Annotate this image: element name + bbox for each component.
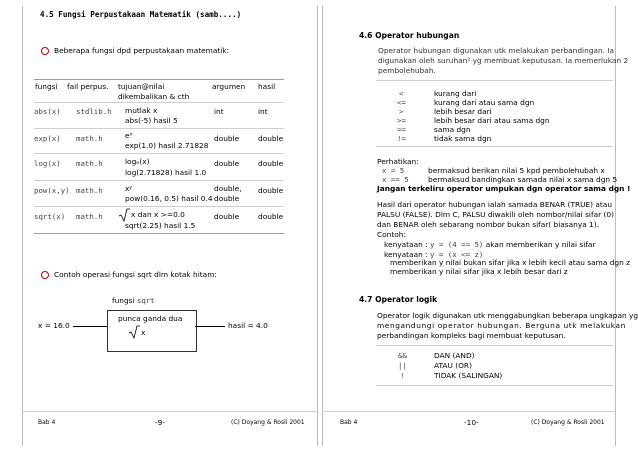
logic-intro-line: perbandingan kompleks bagi membuat keputusan.: [377, 331, 566, 340]
example-code: y = (x <= z): [429, 250, 484, 259]
table-header-tujuan: tujuan@nilai dikembalikan & cth: [118, 82, 190, 101]
blackbox-label-code: sqrt: [136, 296, 155, 305]
cell-arg: double: [214, 212, 240, 221]
left-right-edge-line: [317, 6, 318, 446]
blackbox-label: [112, 296, 155, 306]
operator-symbol: <=: [397, 98, 406, 107]
square-root-icon: [128, 325, 140, 339]
result-line: Hasil dari operator hubungan ialah samada BENAR (TRUE) atau: [377, 200, 613, 209]
cell-example: sqrt(2.25) hasil 1.5: [125, 221, 196, 230]
ops-table-top-rule: [376, 80, 613, 81]
cell-fungsi: abs(x): [34, 107, 61, 116]
footer-page-number: -9-: [155, 418, 166, 427]
cell-fungsi: exp(x): [34, 134, 61, 143]
cell-lib: stdlib.h: [76, 107, 112, 116]
left-margin-line: [22, 6, 23, 446]
notice-text: bermaksud berikan nilai 5 kpd pembolehubah x: [428, 166, 605, 175]
blackbox-title: punca ganda dua: [118, 314, 183, 323]
output-value: hasil = 4.0: [228, 321, 268, 330]
blackbox-label-prefix: fungsi: [112, 296, 137, 305]
notice-text: bermaksud bandingkan samada nilai x sama dgn 5: [428, 175, 618, 184]
cell-example: exp(1.0) hasil 2.71828: [125, 141, 209, 150]
operator-symbol: <: [399, 89, 404, 98]
example-prefix: kenyataan :: [384, 240, 430, 249]
operator-symbol: ==: [397, 125, 406, 134]
page-title: 4.5 Fungsi Perpustakaan Matematik (samb....): [40, 10, 242, 19]
cell-lib: math.h: [76, 159, 103, 168]
intro-text: Beberapa fungsi dpd perpustakaan matematik:: [54, 46, 230, 55]
input-arrow-line: [73, 326, 107, 327]
output-arrow-line: [195, 326, 225, 327]
footer-copyright: (C) Doyang & Rosli 2001: [231, 419, 305, 426]
row-rule: [34, 206, 284, 207]
operator-symbol: !=: [397, 134, 406, 143]
footer-chapter: Bab 4: [38, 419, 56, 426]
right-margin-line: [615, 6, 616, 446]
bullet-icon: [41, 47, 49, 55]
blackbox-radicand: x: [141, 328, 146, 337]
example-detail: memberikan y nilai bukan sifar jika x lebih kecil atau sama dgn z: [390, 258, 631, 267]
table-header-fail: fail perpus.: [67, 82, 109, 91]
operator-desc: kurang dari: [434, 89, 477, 98]
operator-symbol: >: [399, 107, 404, 116]
operator-desc: sama dgn: [434, 125, 471, 134]
warning-text: Jangan terkeliru operator umpukan dgn operator sama dgn !: [377, 184, 631, 193]
cell-desc: eˣ: [125, 131, 133, 140]
cell-desc: xʸ: [125, 184, 133, 193]
result-line: dan BENAR oleh sebarang nombor bukan sifar( biasanya 1).: [377, 220, 600, 229]
row-rule: [34, 153, 284, 154]
cell-example: log(2.71828) hasil 1.0: [125, 168, 207, 177]
table-header-hasil: hasil: [258, 82, 276, 91]
table-header-rule: [34, 102, 284, 103]
operator-symbol: ||: [398, 361, 407, 370]
cell-res: double: [258, 159, 284, 168]
cell-lib: math.h: [76, 186, 103, 195]
operator-symbol: >=: [397, 116, 406, 125]
operator-desc: TIDAK (SALINGAN): [434, 371, 503, 380]
square-root-icon: [118, 208, 130, 222]
operator-desc: lebih besar dari: [434, 107, 492, 116]
example-prefix: kenyataan :: [384, 250, 430, 259]
cell-desc: x dan x >=0.0: [131, 210, 185, 219]
cell-arg: int: [214, 107, 224, 116]
relational-intro-line: digunakan oleh suruhan² yg membuat keputusan. Ia memerlukan 2: [378, 56, 629, 65]
footer-rule: [22, 411, 317, 412]
logic-table-bottom-rule: [376, 385, 613, 386]
footer-page-number: -10-: [464, 418, 479, 427]
notice-title: Perhatikan:: [377, 157, 419, 166]
result-line: Contoh:: [377, 230, 406, 239]
row-rule: [34, 180, 284, 181]
footer-copyright: (C) Doyang & Rosli 2001: [531, 419, 605, 426]
footer-rule: [322, 411, 615, 412]
input-value: x = 16.0: [38, 321, 70, 330]
cell-fungsi: sqrt(x): [34, 212, 66, 221]
cell-arg: double: [214, 159, 240, 168]
result-line: PALSU (FALSE). Dlm C, PALSU diwakili oleh nombor/nilai sifar (0): [377, 210, 614, 219]
cell-arg: double, double: [214, 184, 242, 203]
example-line: [384, 240, 596, 250]
notice-code: x == 5: [382, 175, 409, 184]
cell-res: int: [258, 107, 268, 116]
cell-desc: mutlak x: [125, 106, 158, 115]
example-intro: Contoh operasi fungsi sqrt dlm kotak hitam:: [54, 270, 217, 279]
relational-intro-line: pembolehubah.: [378, 66, 436, 75]
example-detail: memberikan y nilai sifar jika x lebih besar dari z: [390, 267, 568, 276]
footer-chapter: Bab 4: [340, 419, 358, 426]
cell-res: double: [258, 212, 284, 221]
cell-example: abs(-5) hasil 5: [125, 116, 178, 125]
section-title-logic: 4.7 Operator logik: [359, 295, 438, 304]
operator-symbol: &&: [398, 351, 407, 360]
operator-desc: kurang dari atau sama dgn: [434, 98, 535, 107]
example-code: y = (4 == 5): [429, 240, 484, 249]
table-header-fungsi: fungsi: [35, 82, 58, 91]
cell-fungsi: pow(x,y): [34, 186, 70, 195]
operator-symbol: !: [400, 371, 405, 380]
cell-example: pow(0.16, 0.5) hasil 0.4: [125, 194, 213, 203]
operator-desc: ATAU (OR): [434, 361, 472, 370]
table-header-argumen: argumen: [212, 82, 246, 91]
table-bottom-rule: [34, 233, 284, 234]
cell-fungsi: log(x): [34, 159, 61, 168]
bullet-icon: [41, 271, 49, 279]
logic-table-top-rule: [376, 345, 613, 346]
section-title-relational: 4.6 Operator hubungan: [359, 31, 460, 40]
cell-res: double: [258, 186, 284, 195]
row-rule: [34, 128, 284, 129]
cell-lib: math.h: [76, 134, 103, 143]
cell-res: double: [258, 134, 284, 143]
relational-intro-line: Operator hubungan digunakan utk melakukan perbandingan. Ia: [378, 46, 615, 55]
cell-arg: double: [214, 134, 240, 143]
operator-desc: lebih besar dari atau sama dgn: [434, 116, 550, 125]
table-top-rule: [34, 79, 284, 80]
operator-desc: DAN (AND): [434, 351, 475, 360]
ops-table-bottom-rule: [376, 146, 613, 147]
example-text: akan memberikan y nilai sifar: [483, 240, 596, 249]
notice-code: x = 5: [382, 166, 405, 175]
logic-intro-line: mengandungi operator hubungan. Berguna utk melakukan: [377, 321, 626, 330]
right-left-edge-line: [322, 6, 323, 446]
operator-desc: tidak sama dgn: [434, 134, 492, 143]
cell-desc: logₑ(x): [125, 157, 150, 166]
cell-lib: math.h: [76, 212, 103, 221]
logic-intro-line: Operator logik digunakan utk menggabungkan beberapa ungkapan yg: [377, 311, 638, 320]
